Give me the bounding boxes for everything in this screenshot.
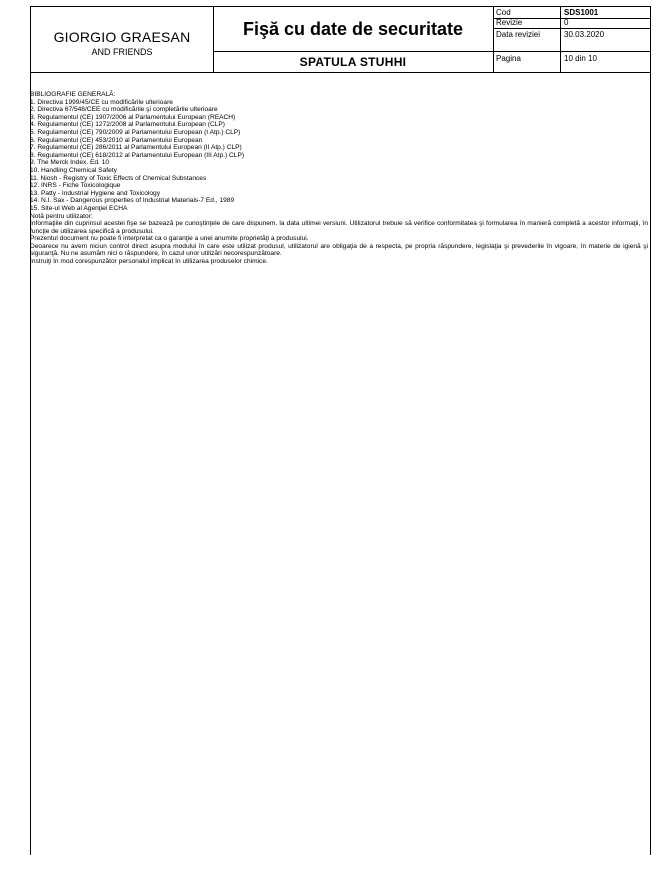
meta-divider [560,7,561,72]
meta-label: Pagina [496,54,521,63]
bibliography-item: 3. Regulamentul (CE) 1907/2006 al Parlamentului European (REACH) [30,113,236,121]
user-note-paragraph: Informaţiile din cuprinsul acestei fişe se bazează pe cunoştinţele de care dispunem, la data ultimei versiuni. Utilizatorul trebuie să verifice conformitatea şi formularea în manieră completă a acestor informaţii, în funcţie de utilizarea specifică a produsului. [30,220,648,235]
user-note-paragraph: Deoarece nu avem niciun control direct asupra modului în care este utilizat produsul, utilizatorul are obligaţia de a respecta, pe propria răspundere, legislaţia şi prevederile în vigoare, în materie de igienă şi siguranţă. Nu ne asumăm nici o răspundere, în cazul unor utilizări necorespunzătoare. [30,242,648,258]
bibliography-item: 5. Regulamentul (CE) 790/2009 al Parlamentului European (I Atp.) CLP) [30,128,241,136]
bibliography-item: 10. Handling Chemical Safety [30,166,117,174]
bibliography-item: 2. Directiva 67/548/CEE cu modificările şi completările ulterioare [30,106,218,114]
bibliography-item: 4. Regulamentul (CE) 1272/2008 al Parlamentului European (CLP) [30,121,225,129]
bibliography-item: 6. Regulamentul (CE) 453/2010 al Parlamentului European [30,136,203,144]
meta-rule [493,28,650,29]
bibliography-heading: BIBLIOGRAFIE GENERALĂ: [30,91,116,98]
meta-value: SDS1001 [564,8,599,17]
meta-rule [493,51,650,52]
meta-label: Data reviziei [496,30,541,39]
bibliography-item: 14. N.I. Sax - Dangerous properties of Industrial Materials-7 Ed., 1989 [30,197,235,205]
meta-value: 0 [564,18,569,27]
bibliography-item: 11. Niosh - Registry of Toxic Effects of Chemical Substances [30,174,207,182]
title-block [213,7,494,72]
bibliography-item: 13. Patty - Industrial Hygiene and Toxicology [30,189,160,197]
company-subtitle: AND FRIENDS [91,47,153,57]
bibliography-item: 8. Regulamentul (CE) 618/2012 al Parlamentului European (III Atp.) CLP) [30,151,245,159]
meta-value: 30.03.2020 [564,30,605,39]
document-header [30,6,651,73]
bibliography-item: 7. Regulamentul (CE) 286/2011 al Parlamentului European (II Atp.) CLP) [30,144,242,152]
document-body [30,91,648,266]
document-title: Fişă cu date de securitate [213,7,493,52]
meta-label: Cod [496,8,511,17]
company-name: GIORGIO GRAESAN [53,29,191,45]
bibliography-item: 9. The Merck Index. Ed. 10 [30,159,110,167]
user-note-paragraph: Instruiţi în mod corespunzător personalul implicat în utilizarea produselor chimice. [30,258,268,266]
meta-label: Revizie [496,18,523,27]
meta-table [493,7,650,72]
user-note-paragraph: Prezentul document nu poate fi interpretat ca o garanţie a unei anumite proprietăţi a produsului. [30,235,309,243]
user-note-heading: Notă pentru utilizator: [30,212,93,220]
bibliography-item: 12. INRS - Fiche Toxicologique [30,182,121,190]
product-name: SPATULA STUHHI [299,55,407,69]
company-block [31,7,214,72]
meta-value: 10 din 10 [564,54,597,63]
bibliography-item: 1. Directiva 1999/45/CE cu modificările ulterioare [30,98,173,106]
bibliography-item: 15. Site-ul Web al Agenţiei ECHA [30,204,128,212]
